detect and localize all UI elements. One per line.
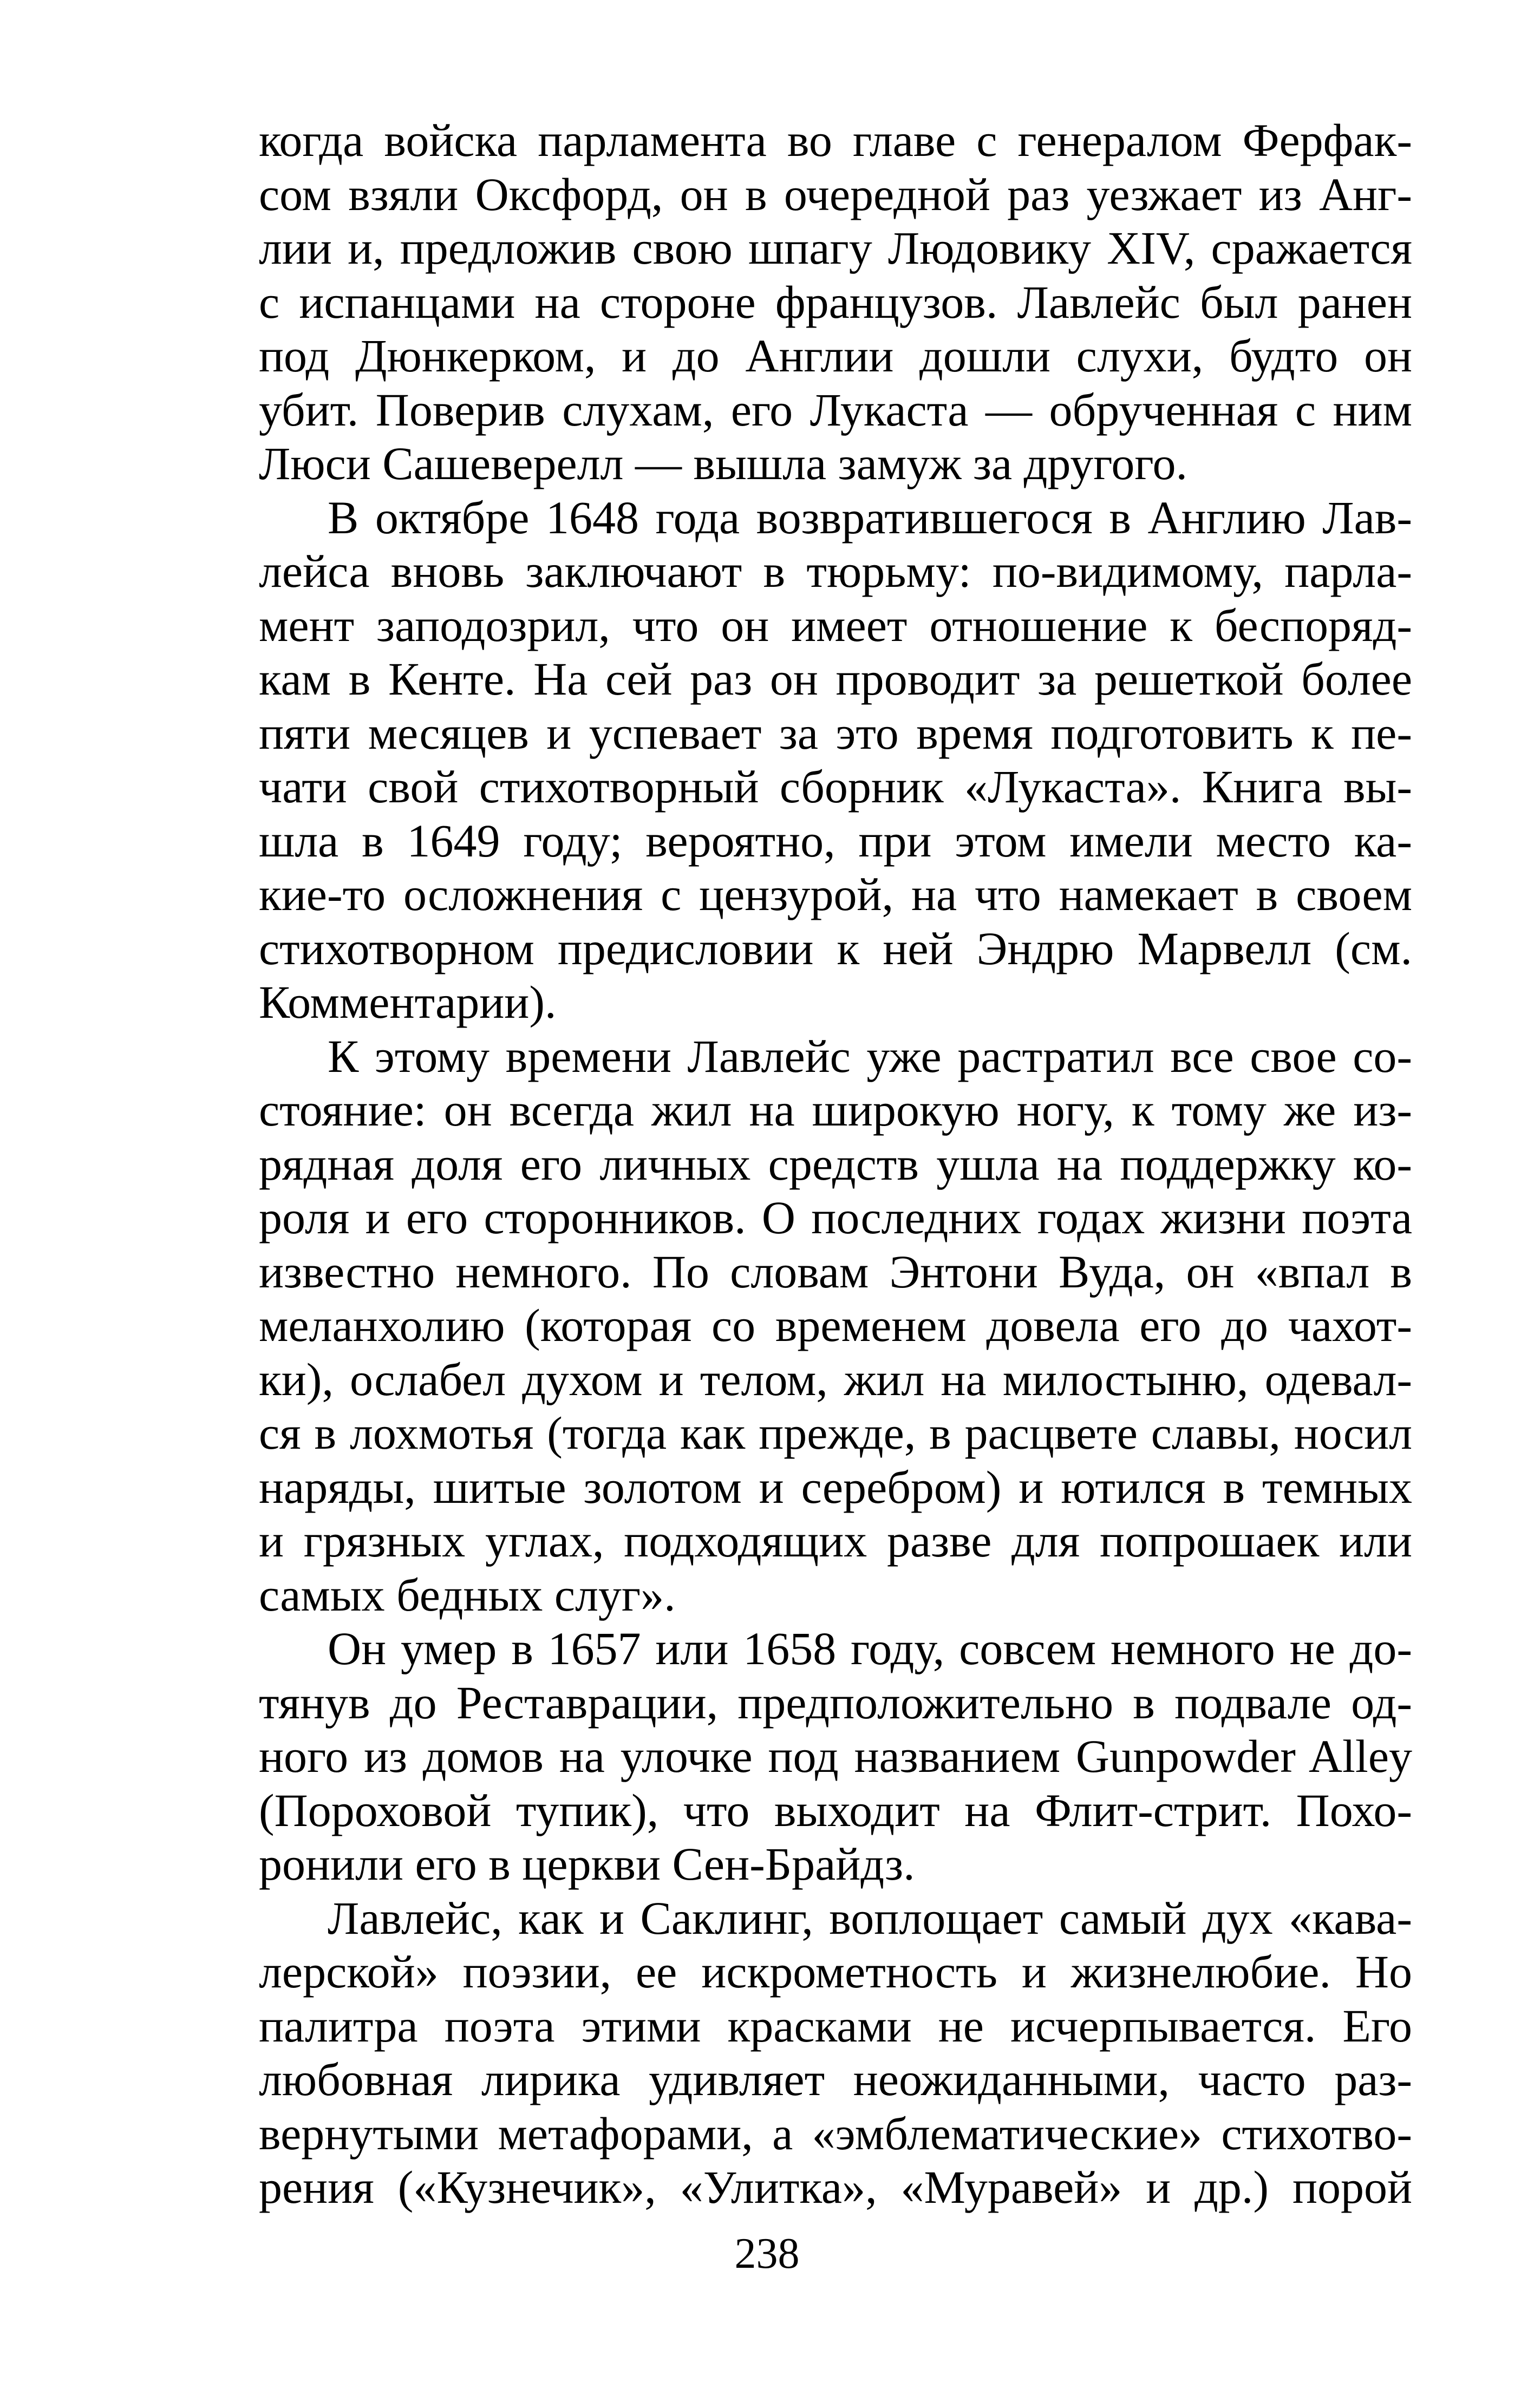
text-line: ки), ослабел духом и телом, жил на милостыню, одевал-: [259, 1353, 1412, 1405]
text-line: рения («Кузнечик», «Улитка», «Муравей» и др.) порой: [259, 2161, 1412, 2213]
text-line: лии и, предложив свою шпагу Людовику XIV, сражается: [259, 222, 1412, 274]
text-line: тянув до Реставрации, предположительно в подвале од-: [259, 1676, 1412, 1729]
text-line: известно немного. По словам Энтони Вуда, он «впал в: [259, 1245, 1412, 1298]
text-line: наряды, шитые золотом и серебром) и ютился в темных: [259, 1461, 1412, 1513]
text-line: меланхолию (которая со временем довела его до чахот-: [259, 1299, 1412, 1351]
text-line: чати свой стихотворный сборник «Лукаста». Книга вы-: [259, 761, 1412, 813]
paragraph-1: [259, 114, 1412, 491]
text-line: мент заподозрил, что он имеет отношение к беспоряд-: [259, 599, 1412, 651]
text-line: ся в лохмотья (тогда как прежде, в расцвете славы, носил: [259, 1407, 1412, 1459]
page-number: 238: [734, 2230, 800, 2278]
text-line: стояние: он всегда жил на широкую ногу, к тому же из-: [259, 1084, 1412, 1136]
text-line: вернутыми метафорами, а «эмблематические» стихотво-: [259, 2107, 1412, 2160]
text-line: роля и его сторонников. О последних годах жизни поэта: [259, 1192, 1412, 1244]
text-line: ронили его в церкви Сен-Брайдз.: [259, 1838, 915, 1890]
text-line: К этому времени Лавлейс уже растратил все свое со-: [328, 1030, 1412, 1082]
text-line: Люси Сашеверелл — вышла замуж за другого.: [259, 437, 1188, 489]
text-line: Лавлейс, как и Саклинг, воплощает самый дух «кава-: [328, 1892, 1412, 1944]
paragraph-3: [259, 1030, 1412, 1622]
text-line: Он умер в 1657 или 1658 году, совсем немного не до-: [328, 1622, 1412, 1674]
text-line: рядная доля его личных средств ушла на поддержку ко-: [259, 1137, 1412, 1190]
page-body: [259, 114, 1412, 2215]
text-line: палитра поэта этими красками не исчерпывается. Его: [259, 1999, 1412, 2052]
text-line: ного из домов на улочке под названием Gunpowder Alley: [259, 1730, 1412, 1782]
text-line: Комментарии).: [259, 976, 557, 1028]
text-line: кам в Кенте. На сей раз он проводит за решеткой более: [259, 653, 1412, 705]
text-line: и грязных углах, подходящих разве для попрошаек или: [259, 1515, 1412, 1567]
text-line: любовная лирика удивляет неожиданными, часто раз-: [259, 2053, 1412, 2105]
paragraph-5: [259, 1892, 1412, 2215]
text-line: лерской» поэзии, ее искрометность и жизнелюбие. Но: [259, 1946, 1412, 1998]
text-line: самых бедных слуг».: [259, 1568, 676, 1621]
text-line: с испанцами на стороне французов. Лавлейс был ранен: [259, 276, 1412, 328]
text-line: (Пороховой тупик), что выходит на Флит-стрит. Похо-: [259, 1784, 1412, 1836]
paragraph-2: [259, 491, 1412, 1030]
text-line: когда войска парламента во главе с генералом Ферфак-: [259, 114, 1412, 166]
text-line: шла в 1649 году; вероятно, при этом имели место ка-: [259, 814, 1412, 867]
text-line: кие-то осложнения с цензурой, на что намекает в своем: [259, 868, 1412, 920]
text-line: пяти месяцев и успевает за это время подготовить к пе-: [259, 706, 1412, 759]
paragraph-4: [259, 1622, 1412, 1892]
text-line: В октябре 1648 года возвратившегося в Англию Лав-: [328, 491, 1412, 544]
text-line: лейса вновь заключают в тюрьму: по-видимому, парла-: [259, 545, 1412, 597]
text-line: стихотворном предисловии к ней Эндрю Марвелл (см.: [259, 922, 1412, 974]
text-line: под Дюнкерком, и до Англии дошли слухи, будто он: [259, 330, 1412, 382]
text-line: сом взяли Оксфорд, он в очередной раз уезжает из Анг-: [259, 168, 1412, 220]
text-line: убит. Поверив слухам, его Лукаста — обрученная с ним: [259, 383, 1412, 436]
